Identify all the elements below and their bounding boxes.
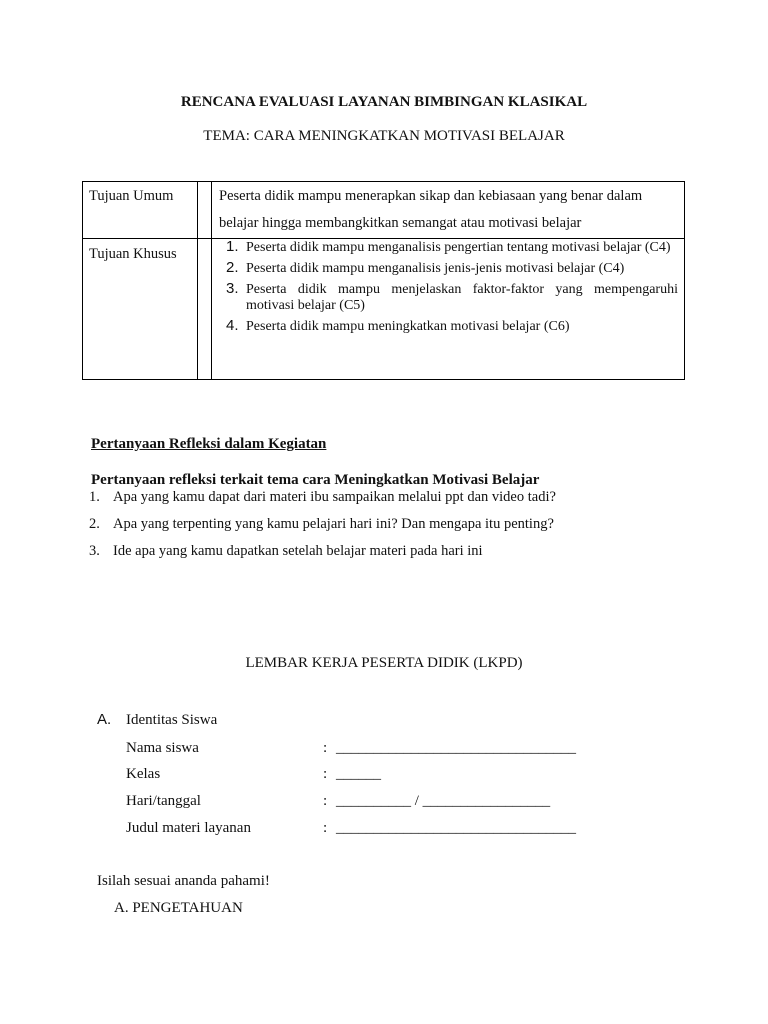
table-divider xyxy=(211,182,212,379)
general-objective-line2: belajar hingga membangkitkan semangat atau motivasi belajar xyxy=(219,215,582,231)
list-item: 2. Apa yang terpenting yang kamu pelajari hari ini? Dan mengapa itu penting? xyxy=(89,516,554,532)
list-item: 3. Peserta didik mampu menjelaskan faktor-faktor yang mempengaruhi motivasi belajar (C5) xyxy=(226,280,678,313)
specific-objectives-list xyxy=(224,240,678,340)
field-nama-siswa[interactable]: Nama siswa : ________________________________ xyxy=(126,740,576,756)
reflection-heading: Pertanyaan Refleksi dalam Kegiatan xyxy=(91,436,327,452)
list-item: 1. Peserta didik mampu menganalisis pengertian tentang motivasi belajar (C4) xyxy=(226,238,671,255)
field-hari-tanggal[interactable]: Hari/tanggal : __________ / _________________ xyxy=(126,793,551,809)
specific-objective-label: Tujuan Khusus xyxy=(89,246,177,262)
general-objective-line1: Peserta didik mampu menerapkan sikap dan kebiasaan yang benar dalam xyxy=(219,188,643,204)
field-label: Nama siswa xyxy=(126,740,199,756)
field-blank[interactable]: ______ xyxy=(336,766,381,782)
field-label: Hari/tanggal xyxy=(126,793,201,809)
document-theme: TEMA: CARA MENINGKATKAN MOTIVASI BELAJAR xyxy=(203,128,565,144)
instruction-text: Isilah sesuai ananda pahami! xyxy=(97,873,270,889)
field-blank[interactable]: __________ / _________________ xyxy=(336,793,551,809)
list-item: 4. Peserta didik mampu meningkatkan motivasi belajar (C6) xyxy=(226,317,570,334)
field-blank[interactable]: ________________________________ xyxy=(336,820,576,836)
field-label: Kelas xyxy=(126,766,161,782)
reflection-questions xyxy=(89,489,689,570)
field-judul-materi[interactable]: Judul materi layanan : ________________________________ xyxy=(126,820,576,836)
section-pengetahuan: A. PENGETAHUAN xyxy=(114,900,243,916)
list-item: 3. Ide apa yang kamu dapatkan setelah belajar materi pada hari ini xyxy=(89,543,483,559)
table-divider xyxy=(197,182,198,379)
list-item: 1. Apa yang kamu dapat dari materi ibu sampaikan melalui ppt dan video tadi? xyxy=(89,489,556,505)
general-objective-label: Tujuan Umum xyxy=(89,188,174,204)
lkpd-title: LEMBAR KERJA PESERTA DIDIK (LKPD) xyxy=(245,655,523,671)
table-row-divider xyxy=(83,238,684,239)
field-blank[interactable]: ________________________________ xyxy=(336,740,576,756)
document-title: RENCANA EVALUASI LAYANAN BIMBINGAN KLASIKAL xyxy=(180,94,588,110)
field-label: Judul materi layanan xyxy=(126,820,251,836)
objectives-table xyxy=(82,181,685,380)
identity-letter: A. xyxy=(97,711,112,728)
field-kelas[interactable]: Kelas : ______ xyxy=(126,766,381,782)
list-item: 2. Peserta didik mampu menganalisis jenis-jenis motivasi belajar (C4) xyxy=(226,259,625,276)
identity-title: Identitas Siswa xyxy=(126,712,218,728)
reflection-subheading: Pertanyaan refleksi terkait tema cara Meningkatkan Motivasi Belajar xyxy=(91,472,540,488)
